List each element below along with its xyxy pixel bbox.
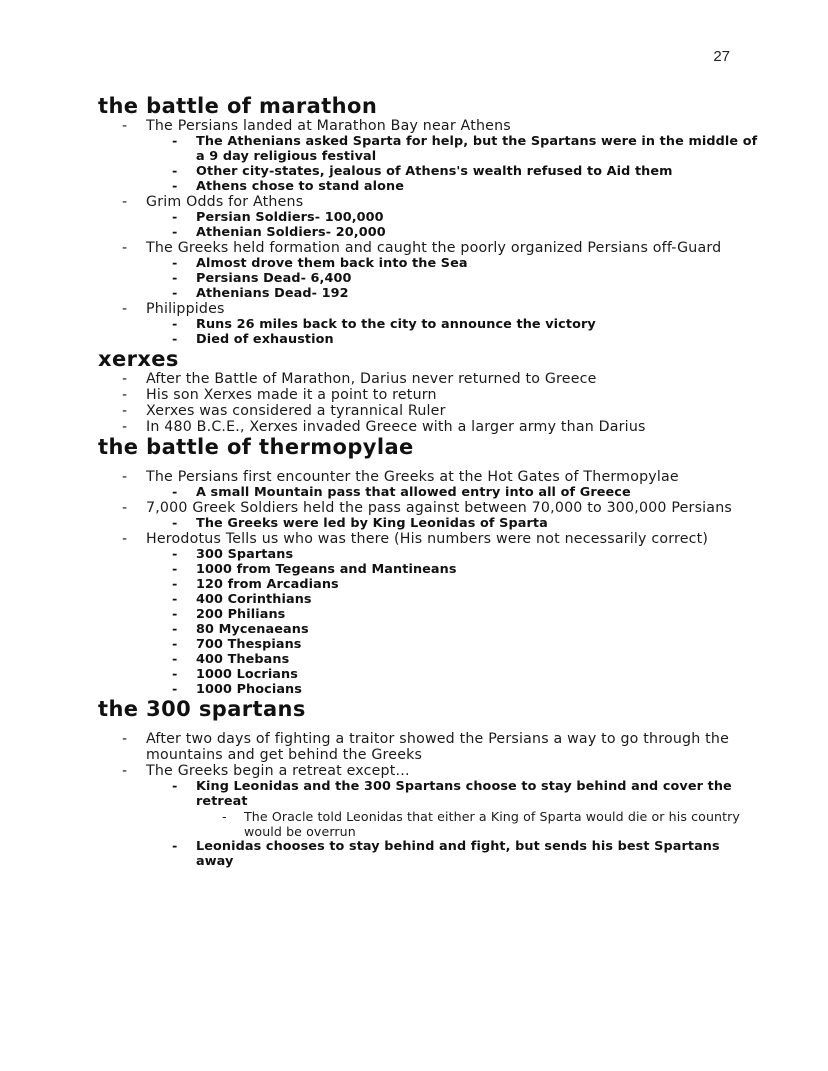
list-item: - The Persians first encounter the Greeks at the Hot Gates of Thermopylae - A small Mountain pass that allowed entry into all of Greece (98, 469, 758, 500)
section-heading: xerxes (98, 347, 179, 371)
bullet-list (98, 371, 758, 435)
sub-list-item: - Other city-states, jealous of Athens's wealth refused to Aid them (146, 164, 758, 179)
list-item: - The Persians landed at Marathon Bay near Athens - The Athenians asked Sparta for help, but the Spartans were in the middle of a 9 day religious festival - Other city-states, jealous of Athens's wealth refused to Aid them - Athens chose to stand alone (98, 118, 758, 194)
section-heading: the battle of thermopylae (98, 435, 414, 459)
list-item: - Xerxes was considered a tyrannical Ruler (98, 403, 758, 419)
page-number: 27 (713, 48, 730, 65)
list-item: - 7,000 Greek Soldiers held the pass against between 70,000 to 300,000 Persians - The Greeks were led by King Leonidas of Sparta (98, 500, 758, 531)
sub-sub-list-item: - The Oracle told Leonidas that either a King of Sparta would die or his country would be overrun (196, 809, 758, 839)
list-item: - In 480 B.C.E., Xerxes invaded Greece with a larger army than Darius (98, 419, 758, 435)
list-item: - The Greeks begin a retreat except... - King Leonidas and the 300 Spartans choose to stay behind and cover the retreat - The Oracle told Leonidas that either a King of Sparta would die or his country would be overrun - Leonidas chooses to stay behind and fight, but sends his best Spartans away (98, 763, 758, 869)
sub-list (146, 516, 758, 531)
sub-list-item: - Almost drove them back into the Sea (146, 256, 758, 271)
sub-list-item: - 1000 from Tegeans and Mantineans (146, 562, 758, 577)
sub-list (146, 210, 758, 240)
list-item: - After the Battle of Marathon, Darius never returned to Greece (98, 371, 758, 387)
list-item: - Grim Odds for Athens - Persian Soldiers- 100,000 - Athenian Soldiers- 20,000 (98, 194, 758, 240)
list-item: - His son Xerxes made it a point to return (98, 387, 758, 403)
sub-list (146, 779, 758, 869)
sub-list-item: - King Leonidas and the 300 Spartans choose to stay behind and cover the retreat - The Oracle told Leonidas that either a King of Sparta would die or his country would be overrun (146, 779, 758, 839)
sub-list-item: - Leonidas chooses to stay behind and fight, but sends his best Spartans away (146, 839, 758, 869)
sub-list-item: - Athens chose to stand alone (146, 179, 758, 194)
sub-list-item: - 400 Corinthians (146, 592, 758, 607)
list-item: - Herodotus Tells us who was there (His numbers were not necessarily correct) - 300 Spartans - 1000 from Tegeans and Mantineans - 120 from Arcadians - 400 Corinthians - 200 Philians - 80 Mycenaeans - 700 Thespians - 400 Thebans - 1000 Locrians - 1000 Phocians (98, 531, 758, 697)
sub-list (146, 547, 758, 697)
bullet-list (98, 731, 758, 869)
sub-list-item: - The Athenians asked Sparta for help, but the Spartans were in the middle of a 9 day religious festival (146, 134, 758, 164)
sub-list-item: - 200 Philians (146, 607, 758, 622)
sub-list-item: - 80 Mycenaeans (146, 622, 758, 637)
bullet-list (98, 469, 758, 697)
document-body (98, 94, 758, 869)
sub-list (146, 485, 758, 500)
section-heading: the battle of marathon (98, 94, 378, 118)
sub-list-item: - Persian Soldiers- 100,000 (146, 210, 758, 225)
sub-list (146, 134, 758, 194)
list-item: - Philippides - Runs 26 miles back to the city to announce the victory - Died of exhaustion (98, 301, 758, 347)
list-item: - The Greeks held formation and caught the poorly organized Persians off-Guard - Almost drove them back into the Sea - Persians Dead- 6,400 - Athenians Dead- 192 (98, 240, 758, 301)
sub-list-item: - 700 Thespians (146, 637, 758, 652)
section-heading: the 300 spartans (98, 697, 306, 721)
sub-list-item: - Runs 26 miles back to the city to announce the victory (146, 317, 758, 332)
list-item: - After two days of fighting a traitor showed the Persians a way to go through the mountains and get behind the Greeks (98, 731, 758, 763)
sub-list (146, 317, 758, 347)
sub-list-item: - Persians Dead- 6,400 (146, 271, 758, 286)
sub-sub-list (196, 809, 758, 839)
sub-list-item: - 1000 Locrians (146, 667, 758, 682)
sub-list-item: - 1000 Phocians (146, 682, 758, 697)
sub-list-item: - Died of exhaustion (146, 332, 758, 347)
bullet-list (98, 118, 758, 347)
sub-list-item: - The Greeks were led by King Leonidas of Sparta (146, 516, 758, 531)
sub-list-item: - 300 Spartans (146, 547, 758, 562)
sub-list (146, 256, 758, 301)
sub-list-item: - A small Mountain pass that allowed entry into all of Greece (146, 485, 758, 500)
sub-list-item: - 120 from Arcadians (146, 577, 758, 592)
sub-list-item: - 400 Thebans (146, 652, 758, 667)
sub-list-item: - Athenian Soldiers- 20,000 (146, 225, 758, 240)
sub-list-item: - Athenians Dead- 192 (146, 286, 758, 301)
